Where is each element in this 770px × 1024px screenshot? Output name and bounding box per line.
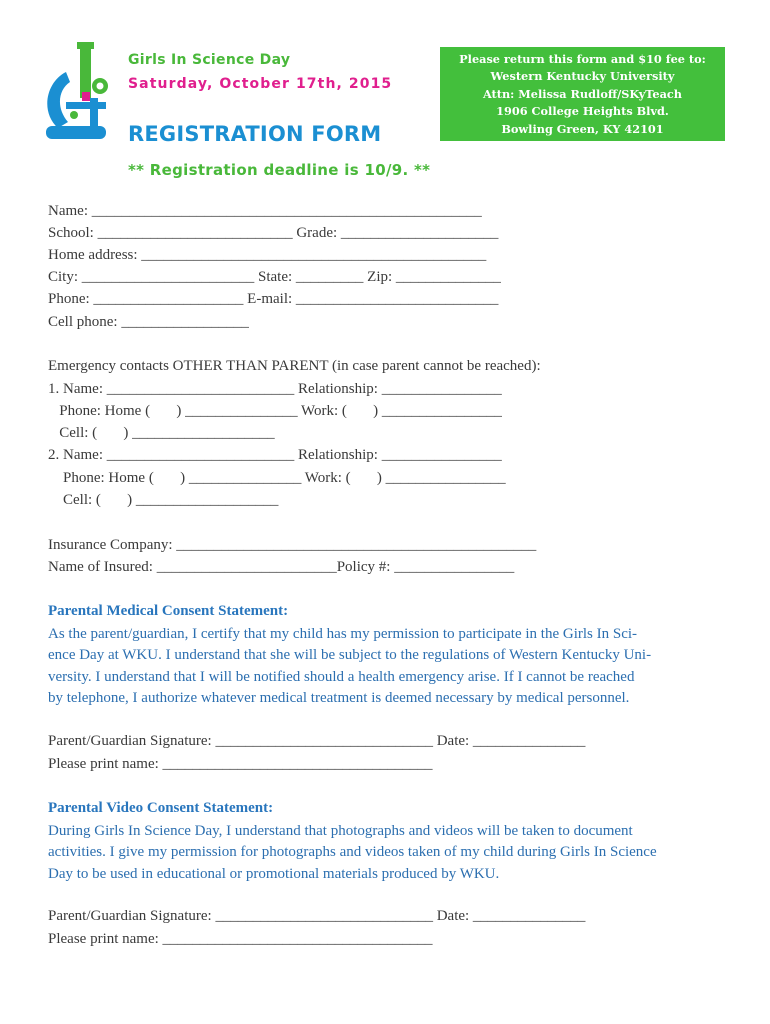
video-print-name-field[interactable]: Please print name: ____________________________________ bbox=[48, 931, 433, 947]
return-line: 1906 College Heights Blvd. bbox=[496, 104, 669, 119]
registration-title: REGISTRATION FORM bbox=[128, 122, 382, 146]
return-line: Attn: Melissa Rudloff/SKyTeach bbox=[482, 86, 683, 101]
emergency-2-name-field[interactable]: 2. Name: _________________________ Relationship: ________________ bbox=[48, 447, 502, 463]
return-line: Western Kentucky University bbox=[490, 69, 675, 84]
paragraph-line: by telephone, I authorize whatever medical treatment is deemed necessary by medical personnel. bbox=[48, 689, 630, 706]
paragraph-line: During Girls In Science Day, I understand that photographs and videos will be taken to document bbox=[48, 823, 633, 839]
video-consent-heading: Parental Video Consent Statement: bbox=[48, 800, 274, 816]
event-title: Girls In Science Day bbox=[128, 52, 291, 68]
name-field[interactable]: Name: ____________________________________________________ bbox=[48, 203, 482, 219]
medical-print-name-field[interactable]: Please print name: ____________________________________ bbox=[48, 756, 433, 772]
paragraph-line: As the parent/guardian, I certify that my child has my permission to participate in the Girls In Sci- bbox=[48, 626, 638, 642]
cell-phone-field[interactable]: Cell phone: _________________ bbox=[48, 314, 249, 330]
city-state-zip-field[interactable]: City: _______________________ State: _________ Zip: ______________ bbox=[48, 269, 501, 285]
video-signature-field[interactable]: Parent/Guardian Signature: _____________________________ Date: _______________ bbox=[48, 908, 586, 924]
emergency-1-cell-field[interactable]: Cell: ( ) ___________________ bbox=[48, 425, 275, 441]
return-instructions-box bbox=[440, 47, 725, 141]
return-line: Please return this form and $10 fee to: bbox=[459, 52, 706, 66]
emergency-contacts-intro: Emergency contacts OTHER THAN PARENT (in case parent cannot be reached): bbox=[48, 358, 541, 374]
microscope-icon bbox=[44, 42, 120, 142]
paragraph-line: Day to be used in educational or promotional materials produced by WKU. bbox=[48, 865, 500, 882]
paragraph-line: ence Day at WKU. I understand that she will be subject to the regulations of Western Kentucky Uni- bbox=[48, 647, 652, 664]
emergency-2-phone-field[interactable]: Phone: Home ( ) _______________ Work: ( ) ________________ bbox=[48, 470, 506, 486]
emergency-1-name-field[interactable]: 1. Name: _________________________ Relationship: ________________ bbox=[48, 381, 502, 397]
registration-deadline: ** Registration deadline is 10/9. ** bbox=[128, 161, 431, 179]
event-date: Saturday, October 17th, 2015 bbox=[128, 76, 393, 92]
paragraph-line: versity. I understand that I will be notified should a health emergency arise. If I cannot be reached bbox=[48, 668, 635, 685]
paragraph-line: activities. I give my permission for photographs and videos taken of my child during Girls In Science bbox=[48, 844, 657, 861]
return-line: Bowling Green, KY 42101 bbox=[501, 121, 664, 136]
insured-policy-field[interactable]: Name of Insured: ________________________Policy #: ________________ bbox=[48, 559, 515, 575]
insurance-company-field[interactable]: Insurance Company: ________________________________________________ bbox=[48, 537, 537, 553]
medical-signature-field[interactable]: Parent/Guardian Signature: _____________________________ Date: _______________ bbox=[48, 733, 586, 749]
home-address-field[interactable]: Home address: ______________________________________________ bbox=[48, 247, 487, 263]
emergency-2-cell-field[interactable]: Cell: ( ) ___________________ bbox=[48, 492, 279, 508]
phone-email-field[interactable]: Phone: ____________________ E-mail: ___________________________ bbox=[48, 291, 499, 307]
school-grade-field[interactable]: School: __________________________ Grade: _____________________ bbox=[48, 225, 499, 241]
medical-consent-heading: Parental Medical Consent Statement: bbox=[48, 603, 289, 619]
emergency-1-phone-field[interactable]: Phone: Home ( ) _______________ Work: ( ) ________________ bbox=[48, 403, 502, 419]
video-consent-text bbox=[48, 821, 720, 885]
medical-consent-text bbox=[48, 624, 720, 709]
